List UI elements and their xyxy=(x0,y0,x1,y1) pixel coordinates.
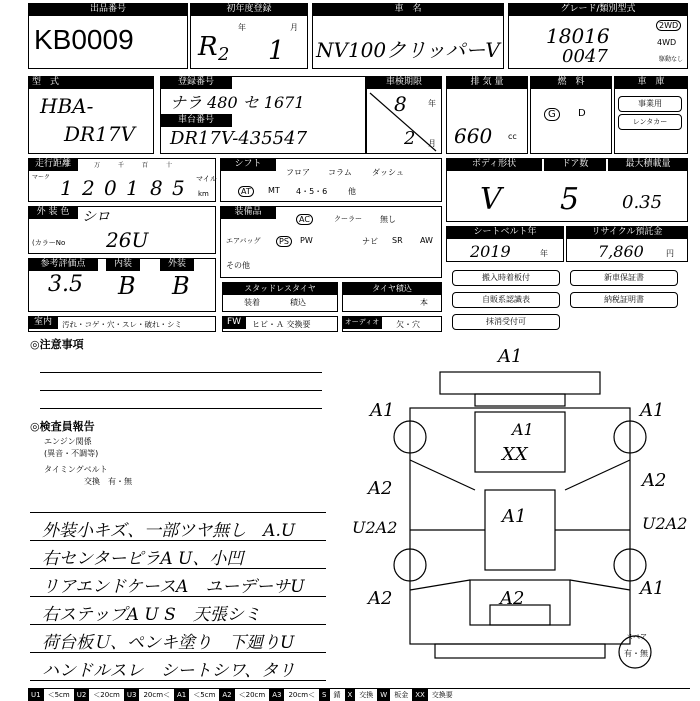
mileage-digit-6: 5 xyxy=(172,176,185,200)
fuel-d: D xyxy=(578,108,586,119)
tire-unit: 本 xyxy=(420,298,428,307)
first-reg-year: 2 xyxy=(218,44,230,65)
legend-item: ＜20cm xyxy=(93,691,120,699)
map-mark-left-rear: A2 xyxy=(368,588,393,609)
report-text-2: 右センターピラA U、小凹 xyxy=(42,549,244,569)
mileage-unit-man: 万 xyxy=(94,162,101,169)
fw-value: ヒビ・Ａ 交換要 xyxy=(252,320,311,329)
fuel-g: G xyxy=(544,108,560,121)
legend-item: ＜20cm xyxy=(238,691,266,699)
legend-item: W xyxy=(377,689,390,701)
interior-label: 内装 xyxy=(106,258,140,271)
legend-item: X xyxy=(345,689,356,701)
note-line xyxy=(40,408,322,409)
legend-item: 20cm＜ xyxy=(143,691,171,699)
color-value: シロ xyxy=(82,209,110,225)
shift-other: 他 xyxy=(348,187,356,196)
chassis-value: DR17V-435547 xyxy=(170,128,308,149)
legend-item: A3 xyxy=(269,689,284,701)
legend-item: 錆 xyxy=(333,691,341,699)
audio-value: 欠・穴 xyxy=(396,320,420,329)
equip-cooler: クーラー xyxy=(334,215,362,223)
score-label: 参考評価点 xyxy=(28,258,98,271)
mileage-unit-ju: 十 xyxy=(166,162,173,169)
map-mark-right-mid: U2A2 xyxy=(642,514,688,533)
map-mark-left-door: A2 xyxy=(368,478,393,499)
equip-ps: PS xyxy=(276,236,292,247)
mileage-digit-2: 2 xyxy=(82,176,95,200)
stock-number: KB0009 xyxy=(34,24,134,55)
doc-warranty: 新車保証書 xyxy=(570,270,678,286)
legend-item: A1 xyxy=(174,689,189,701)
load-label: 最大積載量 xyxy=(608,158,688,171)
recycle-unit: 円 xyxy=(666,249,674,258)
first-reg-era: R xyxy=(198,32,218,62)
chassis-label: 車台番号 xyxy=(160,114,232,127)
drive-none: 駆動なし xyxy=(659,56,684,63)
mileage-digit-5: 8 xyxy=(150,176,163,200)
timing-value: 交換 有・無 xyxy=(84,477,132,486)
usage-rental: レンタカー xyxy=(618,114,682,130)
mileage-digit-3: 0 xyxy=(104,176,117,200)
seatbelt-year: 2019 xyxy=(470,242,511,261)
legend-item: 交換要 xyxy=(431,691,453,699)
map-mark-tailgate: A2 xyxy=(500,588,525,609)
mileage-digit-4: 1 xyxy=(126,176,139,200)
reg-no-label: 登録番号 xyxy=(160,76,232,89)
recycle-value: 7,860 xyxy=(598,242,644,261)
studless-load: 積込 xyxy=(290,298,306,307)
timing-label: タイミングベルト xyxy=(44,465,108,474)
type-value-2: DR17V xyxy=(64,122,135,146)
type-label: 型 式 xyxy=(28,76,154,89)
studless-on: 装着 xyxy=(244,298,260,307)
mileage-unit-hyaku: 百 xyxy=(142,162,149,169)
equip-label: 装備品 xyxy=(220,206,276,219)
first-reg-month: 1 xyxy=(268,36,285,66)
shift-column: コラム xyxy=(328,168,352,177)
report-text-6: ハンドルスレ シートシワ、タリ xyxy=(42,661,296,681)
recycle-label: リサイクル預託金 xyxy=(566,226,688,239)
interior-cond-label: 室内 xyxy=(28,316,58,329)
body-value: V xyxy=(480,182,502,217)
first-reg-year-unit: 年 xyxy=(238,23,246,32)
report-text-4: 右ステップA U S 天張シミ xyxy=(42,605,261,625)
score-value: 3.5 xyxy=(48,272,83,297)
fw-label: FW xyxy=(222,316,246,329)
report-text-3: リアエンドケースA ユーデーサU xyxy=(42,577,305,597)
audio-label: オーディオ xyxy=(342,316,382,329)
model-name: NV100クリッパーV xyxy=(316,38,500,62)
map-mark-xx: XX xyxy=(502,444,528,465)
tire-label: タイヤ積込 xyxy=(342,282,442,295)
shift-dash: ダッシュ xyxy=(372,168,404,177)
stock-label: 出品番号 xyxy=(28,3,188,16)
interior-cond-value: 汚れ・コゲ・穴・スレ・破れ・シミ xyxy=(62,320,182,329)
type-value-1: HBA- xyxy=(40,94,94,118)
map-mark-hood: A1 xyxy=(502,506,527,527)
cc-unit: cc xyxy=(508,132,517,141)
studless-label: スタッドレスタイヤ xyxy=(222,282,338,295)
map-mark-right-rear: A1 xyxy=(640,578,665,599)
color-label: 外 装 色 xyxy=(28,206,78,219)
report-line xyxy=(30,512,326,513)
inspector-heading: ◎検査員報告 xyxy=(30,420,95,433)
legend-item: 20cm＜ xyxy=(288,691,316,699)
first-reg-month-unit: 月 xyxy=(290,23,298,32)
color-no-label: (カラーNo xyxy=(32,239,66,247)
grade-line-2: 0047 xyxy=(562,46,608,67)
equip-pw: PW xyxy=(300,236,313,245)
mileage-mark: マーク xyxy=(32,174,51,181)
inspection-label: 車検期限 xyxy=(366,76,442,89)
usage-label: 車 庫 xyxy=(614,76,688,89)
door-value: 5 xyxy=(560,182,580,217)
doc-cancel: 抹消受付可 xyxy=(452,314,560,330)
legend-item: 板金 xyxy=(394,691,409,699)
legend-item: ＜5cm xyxy=(193,691,216,699)
map-mark-right-door: A2 xyxy=(642,470,667,491)
inspection-month-unit: 月 xyxy=(428,139,436,148)
map-mark-left-mid: U2A2 xyxy=(352,518,398,537)
bottom-legend xyxy=(28,688,690,701)
inspection-year-unit: 年 xyxy=(428,99,436,108)
note-line xyxy=(40,372,322,373)
color-no-value: 26U xyxy=(106,228,149,252)
report-text-1: 外装小キズ、一部ツヤ無し A.U xyxy=(42,521,296,541)
mileage-label: 走行距離 xyxy=(28,158,78,171)
legend-item: U3 xyxy=(124,689,140,701)
map-mark-front: A1 xyxy=(498,346,523,367)
map-mark-windshield: A1 xyxy=(512,420,534,439)
mileage-mile: マイル xyxy=(196,175,217,183)
exterior-value: B xyxy=(172,272,190,300)
inspection-month: 2 xyxy=(404,128,416,149)
equip-sr: SR xyxy=(392,236,403,245)
reg-no-value: ナラ 480 セ 1671 xyxy=(170,93,305,112)
engine-label: エンジン関係 xyxy=(44,437,92,446)
map-mark-left-front: A1 xyxy=(370,400,395,421)
legend-item: U1 xyxy=(28,689,44,701)
legend-item: S xyxy=(319,689,329,701)
legend-item: 交換 xyxy=(359,691,374,699)
equip-navi: ナビ xyxy=(362,237,378,246)
legend-item: ＜5cm xyxy=(47,691,70,699)
model-label: 車 名 xyxy=(312,3,504,16)
legend-item: U2 xyxy=(74,689,90,701)
shift-at: AT xyxy=(238,186,254,197)
fuel-label: 燃 料 xyxy=(530,76,612,89)
shift-mt: MT xyxy=(268,186,280,195)
exterior-label: 外装 xyxy=(160,258,194,271)
interior-value: B xyxy=(118,272,136,300)
equip-other: その他 xyxy=(226,261,250,270)
report-text-5: 荷台板Ｕ、ペンキ塗り 下廻りU xyxy=(42,633,295,653)
drive-2wd: 2WD xyxy=(656,20,681,31)
shift-label: シフト xyxy=(220,158,276,171)
mileage-digit-1: 1 xyxy=(60,176,73,200)
notes-heading: ◎注意事項 xyxy=(30,338,84,351)
doc-dealer: 自販系認識表 xyxy=(452,292,560,308)
usage-business: 事業用 xyxy=(618,96,682,112)
first-reg-label: 初年度登録 xyxy=(190,3,308,16)
displacement-label: 排 気 量 xyxy=(446,76,528,89)
legend-item: XX xyxy=(412,689,428,701)
seatbelt-label: シートベルト年 xyxy=(446,226,564,239)
body-label: ボディ形状 xyxy=(446,158,542,171)
spare-label: スペア xyxy=(626,633,647,641)
note-line xyxy=(40,390,322,391)
legend-item: A2 xyxy=(219,689,234,701)
inspection-year: 8 xyxy=(394,92,407,116)
equip-ac: AC xyxy=(296,214,313,225)
load-value: 0.35 xyxy=(622,192,663,213)
drive-4wd: 4WD xyxy=(657,38,677,47)
mileage-unit-sen: 千 xyxy=(118,162,125,169)
doc-arrival: 搬入時着板付 xyxy=(452,270,560,286)
mileage-km: km xyxy=(198,190,209,198)
map-mark-right-front: A1 xyxy=(640,400,665,421)
shift-floor: フロア xyxy=(286,168,310,177)
spare-value: 有・無 xyxy=(624,649,648,658)
door-label: ドア数 xyxy=(544,158,606,171)
doc-tax: 納税証明書 xyxy=(570,292,678,308)
seatbelt-year-unit: 年 xyxy=(540,249,548,258)
grade-line-1: 18016 xyxy=(546,24,610,48)
grade-label: グレード/類別型式 xyxy=(508,3,688,16)
shift-nums: 4・5・6 xyxy=(296,187,328,196)
displacement-value: 660 xyxy=(454,124,493,148)
equip-airbag: エアバッグ xyxy=(226,237,261,245)
equip-none: 無し xyxy=(380,215,396,224)
engine-sub: (異音・不調等) xyxy=(44,449,99,458)
equip-aw: AW xyxy=(420,236,433,245)
